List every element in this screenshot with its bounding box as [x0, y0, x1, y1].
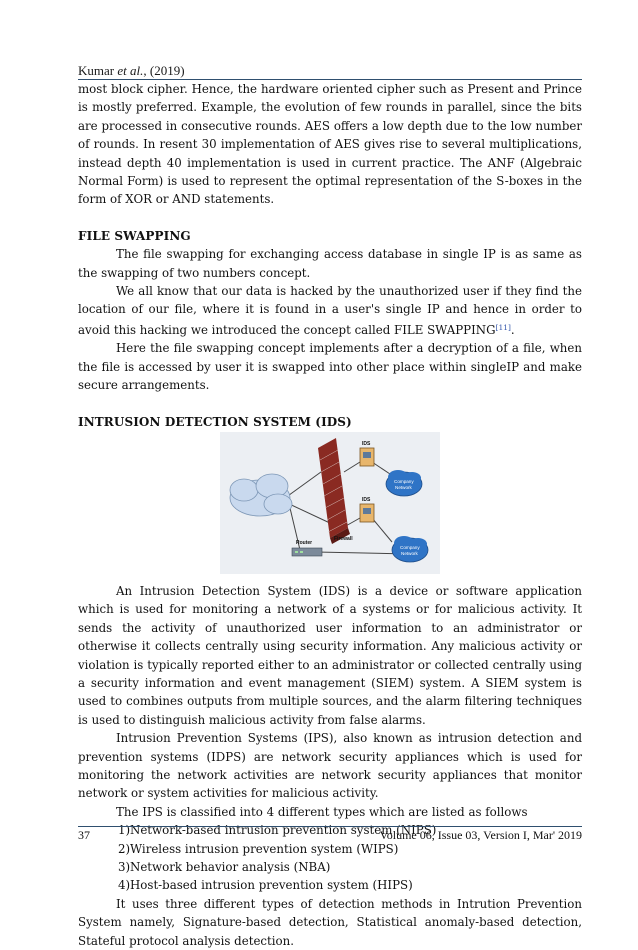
ids-heading: INTRUSION DETECTION SYSTEM (IDS)	[78, 414, 352, 429]
header-year: , (2019)	[143, 63, 185, 78]
file-swapping-p3: Here the file swapping concept implements after a decryption of a file, when the file is accessed by user it is swapped into other place within singleIP and make secure arrangements.	[78, 341, 582, 393]
firewall-label: Firewall	[334, 535, 353, 542]
list-item: 3) Network behavior analysis (NBA)	[118, 860, 331, 874]
file-swapping-p2: We all know that our data is hacked by the unauthorized user if they find the location of our file, where it is found in a user's single IP and hence in order to avoid this hacking we introduced the concept called FILE SWAPPING[11].	[78, 284, 582, 337]
ids-label-1: IDS	[362, 440, 371, 447]
page-number: 37	[78, 828, 90, 842]
ids-network-diagram	[220, 432, 440, 574]
ids-network-figure	[220, 432, 440, 574]
ids-sensor-1-icon	[360, 448, 374, 466]
router-icon	[292, 548, 322, 556]
ids-p2: Intrusion Prevention Systems (IPS), also known as intrusion detection and prevention systems (IDPS) are network security appliances which is used for monitoring the network activities are network security appliances that monitor network or system activities for malicious activity.	[78, 731, 582, 801]
router-label: Router	[296, 539, 313, 546]
list-item: 4) Host-based intrusion prevention system (HIPS)	[118, 878, 413, 893]
header-author: Kumar	[78, 63, 115, 78]
list-item: 2) Wireless intrusion prevention system (WIPS)	[118, 841, 399, 856]
list-item: 1) Network-based intrusion prevention system (NIPS)	[118, 823, 437, 838]
company-2-line1: Company	[400, 544, 420, 550]
company-1-line1: Company	[394, 478, 414, 484]
ids-p4: It uses three different types of detection methods in Intrution Prevention System namely, Signature-based detection, Statistical anomaly-based detection, Stateful protocol analysis detection.	[78, 896, 582, 948]
ids-sensor-2-icon	[360, 504, 374, 522]
footer-rule	[78, 826, 582, 827]
header-etal: et al.	[117, 63, 144, 78]
running-header	[78, 63, 185, 79]
citation-link[interactable]: [11]	[495, 322, 511, 332]
file-swapping-p1: The file swapping for exchanging access database in single IP is as same as the swapping of two numbers concept.	[78, 247, 582, 280]
ids-p3: The IPS is classified into 4 different types which are listed as follows	[116, 804, 528, 819]
ids-label-2: IDS	[362, 496, 371, 503]
intro-paragraph: most block cipher. Hence, the hardware oriented cipher such as Present and Prince is mostly preferred. Example, the evolution of few rounds in parallel, since the bits are processed in consecutive rounds. AES offers a low depth due to the low number of rounds. In resent 30 implementation of AES gives rise to several multiplications, instead depth 40 implementation is used in current practice. The ANF (Algebraic Normal Form) is used to represent the optimal representation of the S-boxes in the form of XOR or AND statements.	[78, 82, 582, 207]
company-2-line2: Network	[401, 550, 418, 556]
file-swapping-heading: FILE SWAPPING	[78, 228, 191, 243]
body-column	[78, 80, 582, 950]
internet-cloud-icon	[230, 474, 292, 516]
volume-info: Volume 06, Issue 03, Version I, Mar' 2019	[379, 828, 582, 842]
ids-p1: An Intrusion Detection System (IDS) is a device or software application which is used for monitoring a network of a systems or for malicious activity. It sends the activity of unauthorized user information to an administrator or otherwise it collects centrally using security information. Any malicious activity or violation is typically reported either to an administrator or collected centrally using a security information and event management (SIEM) system. A SIEM system is used to combines outputs from multiple sources, and the alarm filtering techniques is used to distinguish malicious activity from false alarms.	[78, 583, 582, 727]
company-1-line2: Network	[395, 484, 412, 490]
